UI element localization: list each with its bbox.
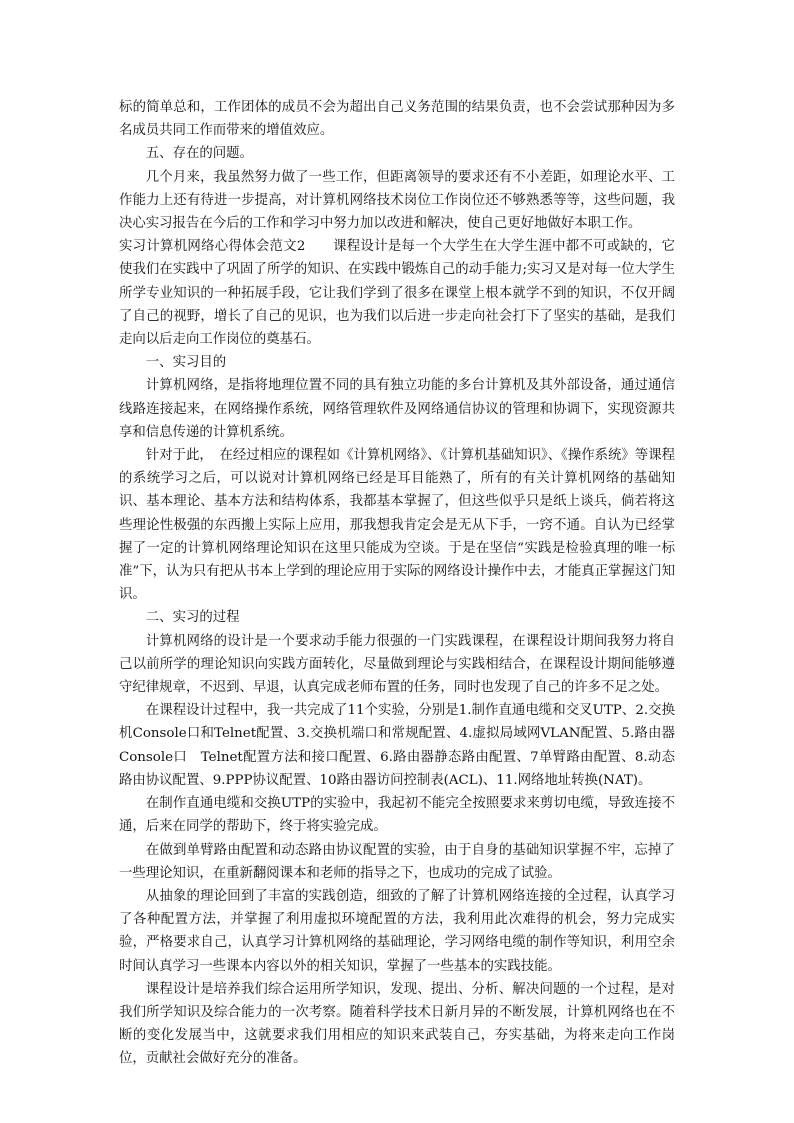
paragraph-course-study: 针对于此， 在经过相应的课程如《计算机网络》、《计算机基础知识》、《操作系统》等课程的系统学习之后，可以说对计算机网络已经是耳目能熟了，所有的有关计算机网络的基础知识、基本理论、基本方法和结构体系，我都基本掌握了，但这些似乎只是纸上谈兵，倘若将这些理论性极强的东西搬上实际上应用，那我想我肯定会是无从下手，一窍不通。自认为已经掌握了一定的计算机网络理论知识在这里只能成为空谈。于是在坚信“实践是检验真理的唯一标准”下，认为只有把从书本上学到的理论应用于实际的网络设计操作中去，才能真正掌握这门知识。 (119, 448, 675, 603)
section-heading-process: 二、实习的过程 (145, 610, 240, 626)
paragraph-utp-experiment: 在制作直通电缆和交换UTP的实验中，我起初不能完全按照要求来剪切电缆，导致连接不通，后来在同学的帮助下，终于将实验完成。 (119, 796, 675, 835)
paragraph-design-practice: 计算机网络的设计是一个要求动手能力很强的一门实践课程，在课程设计期间我努力将自己以前所学的理论知识向实践方面转化，尽量做到理论与实践相结合，在课程设计期间能够遵守纪律规章，不迟到、早退，认真完成老师布置的任务，同时也发现了自己的许多不足之处。 (119, 633, 675, 696)
section-heading-problems: 五、存在的问题。 (145, 146, 253, 162)
paragraph-network-definition: 计算机网络，是指将地理位置不同的具有独立功能的多台计算机及其外部设备，通过通信线路连接起来，在网络操作系统，网络管理软件及网络通信协议的管理和协调下，实现资源共享和信息传递的计算机系统。 (119, 378, 675, 440)
section-heading-purpose: 一、实习目的 (145, 355, 227, 371)
paragraph-conclusion: 课程设计是培养我们综合运用所学知识，发现、提出、分析、解决问题的一个过程，是对我们所学知识及综合能力的一次考察。随着科学技术日新月异的不断发展，计算机网络也在不断的变化发展当中，这就要求我们用相应的知识来武装自己，夯实基础，为将来走向工作岗位，贡献社会做好充分的准备。 (119, 981, 675, 1067)
paragraph-essay-title-intro: 实习计算机网络心得体会范文2 课程设计是每一个大学生在大学生涯中都不可或缺的，它使我们在实践中了巩固了所学的知识、在实践中锻炼自己的动手能力;实习又是对每一位大学生所学专业知识的一种拓展手段，它让我们学到了很多在课堂上根本就学不到的知识，不仅开阔了自己的视野，增长了自己的见识，也为我们以后进一步走向社会打下了坚实的基础，是我们走向以后走向工作岗位的奠基石。 (119, 239, 675, 348)
paragraph-intro-continuation: 标的简单总和，工作团体的成员不会为超出自己义务范围的结果负责，也不会尝试那种因为多名成员共同工作而带来的增值效应。 (119, 100, 675, 139)
paragraph-problems: 几个月来，我虽然努力做了一些工作，但距离领导的要求还有不小差距，如理论水平、工作能力上还有待进一步提高，对计算机网络技术岗位工作岗位还不够熟悉等等，这些问题，我决心实习报告在今后的工作和学习中努力加以改进和解决，使自己更好地做好本职工作。 (119, 169, 675, 232)
paragraph-experiment-list: 在课程设计过程中，我一共完成了11个实验，分别是1.制作直通电缆和交叉UTP、2.交换机Console口和Telnet配置、3.交换机端口和常规配置、4.虚拟局域网VLAN配置、5.路由器Console口 Telnet配置方法和接口配置、6.路由器静态路由配置、7单臂路由配置、8.动态路由协议配置、9.PPP协议配置、10路由器访问控制表(ACL)、11.网络地址转换(NAT)。 (119, 703, 675, 788)
paragraph-routing-experiment: 在做到单臂路由配置和动态路由协议配置的实验，由于自身的基础知识掌握不牢，忘掉了一些理论知识，在重新翻阅课本和老师的指导之下，也成功的完成了试验。 (119, 842, 675, 881)
document-body (119, 96, 675, 1071)
paragraph-theory-to-practice: 从抽象的理论回到了丰富的实践创造，细致的了解了计算机网络连接的全过程，认真学习了各种配置方法，并掌握了利用虚拟环境配置的方法，我利用此次难得的机会，努力完成实验，严格要求自己，认真学习计算机网络的基础理论，学习网络电缆的制作等知识，利用空余时间认真学习一些课本内容以外的相关知识，掌握了一些基本的实践技能。 (119, 888, 675, 974)
